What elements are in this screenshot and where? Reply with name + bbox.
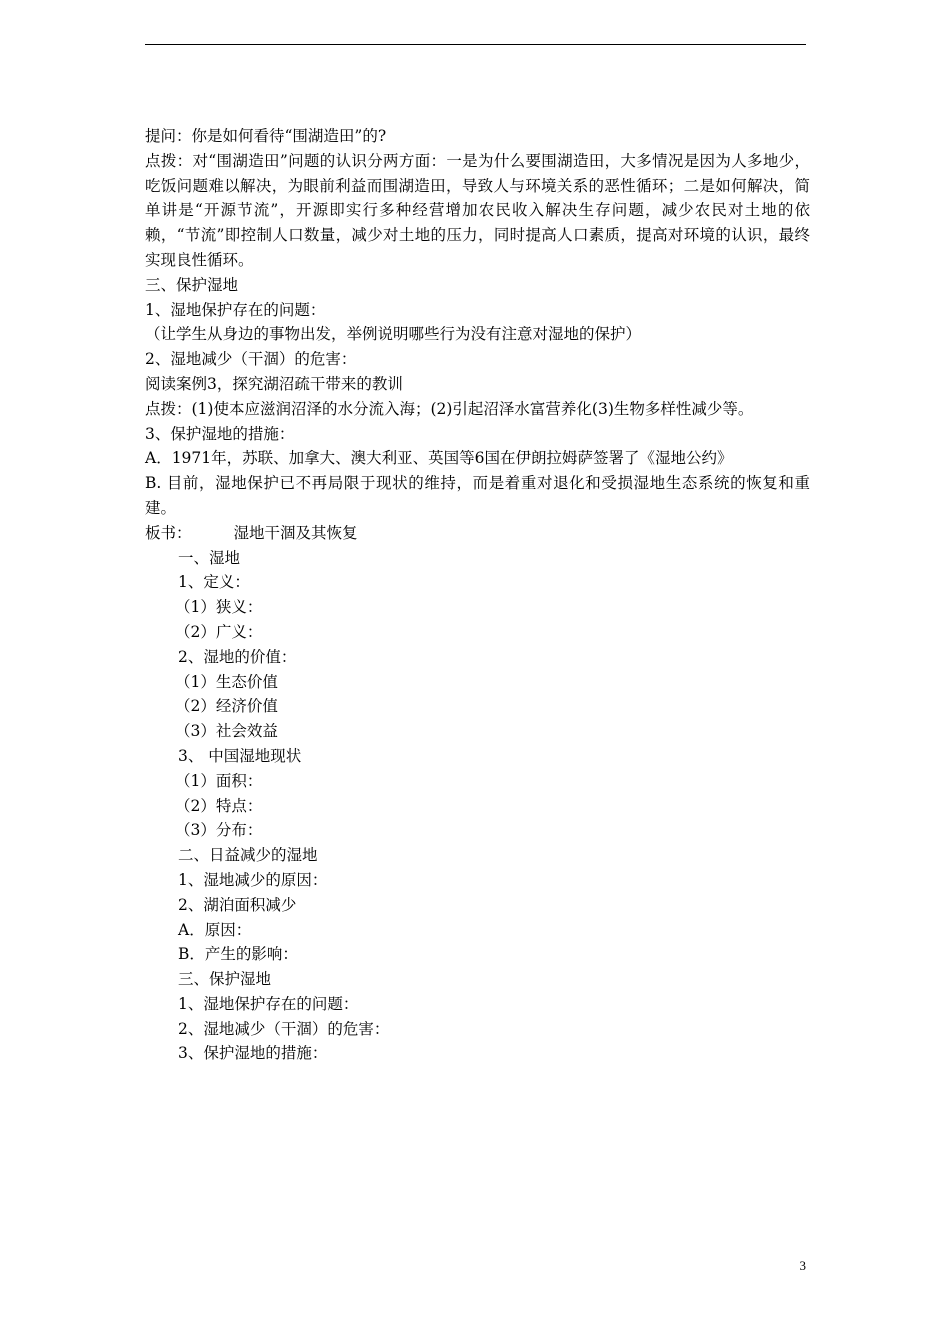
board-line: （1）面积： [175, 771, 263, 790]
board-line: 1、湿地减少的原因： [178, 870, 328, 889]
board-line: 二、日益减少的湿地 [178, 846, 318, 865]
board-line: 三、保护湿地 [178, 970, 272, 989]
board-line: 2、湖泊面积减少 [178, 895, 297, 914]
subheading-measures: 3、保护湿地的措施： [145, 424, 295, 443]
board-outline [145, 546, 810, 1067]
board-line: 3、保护湿地的措施： [178, 1044, 328, 1063]
board-line: （3）社会效益 [175, 722, 278, 741]
board-label: 板书： [145, 523, 192, 542]
board-line: 3、 中国湿地现状 [178, 746, 302, 765]
question-paragraph: 提问：你是如何看待“围湖造田”的? [145, 127, 387, 145]
board-heading [145, 521, 810, 546]
page-number: 3 [799, 1258, 806, 1273]
measure-b: B. 目前，湿地保护已不再局限于现状的维持，而是着重对退化和受损湿地生态系统的恢复和重建。 [145, 474, 810, 517]
header-rule [145, 44, 806, 45]
board-line: （1）生态价值 [175, 672, 278, 691]
board-line: （3）分布： [175, 821, 263, 840]
measure-a: A．1971年，苏联、加拿大、澳大利亚、英国等6国在伊朗拉姆萨签署了《湿地公约》 [145, 449, 733, 468]
teaching-note: （让学生从身边的事物出发，举例说明哪些行为没有注意对湿地的保护） [145, 325, 642, 344]
subheading-harms: 2、湿地减少（干涸）的危害： [145, 350, 357, 369]
subheading-problems: 1、湿地保护存在的问题： [145, 300, 326, 319]
board-line: 1、湿地保护存在的问题： [178, 994, 359, 1013]
board-line: （2）广义： [175, 622, 263, 641]
guidance-harms: 点拨：(1)使本应滋润沼泽的水分流入海；(2)引起沼泽水富营养化(3)生物多样性减少等。 [145, 399, 754, 418]
section-heading: 三、保护湿地 [145, 275, 239, 294]
board-line: 2、湿地的价值： [178, 647, 297, 666]
board-line: （1）狭义： [175, 598, 263, 617]
board-line: B．产生的影响： [178, 945, 298, 964]
board-line: （2）特点： [175, 796, 263, 815]
document-body [145, 124, 810, 1066]
board-line: 2、湿地减少（干涸）的危害： [178, 1019, 390, 1038]
board-line: （2）经济价值 [175, 697, 278, 716]
board-line: 1、定义： [178, 573, 250, 592]
board-line: 一、湿地 [178, 548, 241, 567]
board-title: 湿地干涸及其恢复 [233, 523, 358, 542]
board-line: A．原因： [178, 920, 252, 939]
guidance-paragraph: 点拨：对“围湖造田”问题的认识分两方面：一是为什么要围湖造田，大多情况是因为人多地少，吃饭问题难以解决，为眼前利益而围湖造田，导致人与环境关系的恶性循环；二是如何解决，简单讲是“开源节流”，开源即实行多种经营增加农民收入解决生存问题，减少农民对土地的依赖，“节流”即控制人口数量，减少对土地的压力，同时提高人口素质，提高对环境的认识，最终实现良性循环。 [145, 151, 810, 269]
case-reading: 阅读案例3，探究湖沼疏干带来的教训 [145, 374, 403, 393]
